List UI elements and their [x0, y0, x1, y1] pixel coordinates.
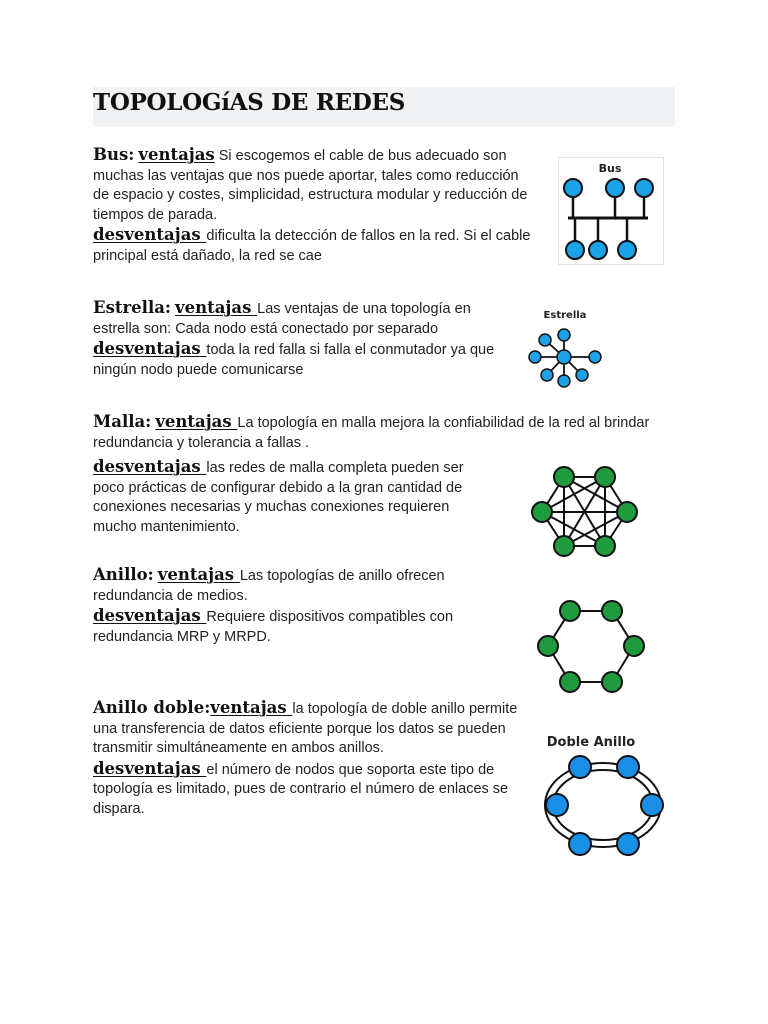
advantages-label: ventajas [155, 412, 238, 431]
section-heading: Bus: [93, 145, 135, 164]
section-heading: Malla: [93, 412, 152, 431]
section-estrella [93, 298, 513, 380]
anillo-doble-advantages [93, 698, 518, 759]
section-bus [93, 145, 533, 266]
mesh-topology-diagram [528, 464, 642, 560]
disadvantages-text: dificulta la detección de fallos en la red. Si el cable principal está dañado, la red se cae [93, 228, 531, 264]
bus-topology-diagram [558, 157, 664, 265]
section-anillo-doble [93, 698, 518, 819]
advantages-text: la topología de doble anillo permite una transferencia de datos eficiente porque los datos se pueden transmitir simultáneamente en ambos anillos. [93, 701, 518, 756]
disadvantages-label: desventajas [93, 758, 207, 778]
double-ring-topology-diagram [528, 728, 676, 864]
advantages-label: ventajas [138, 145, 215, 164]
title-banner [93, 87, 675, 127]
disadvantages-label: desventajas [93, 339, 207, 358]
disadvantages-text: Requiere dispositivos compatibles con redundancia MRP y MRPD. [93, 609, 454, 645]
ring-topology-diagram [533, 598, 649, 696]
advantages-label: ventajas [210, 698, 293, 717]
star-topology-diagram [520, 305, 610, 395]
advantages-text: Las topologías de anillo ofrecen redundancia de medios. [93, 568, 445, 604]
disadvantages-label: desventajas [93, 606, 207, 625]
malla-disadvantages [93, 457, 478, 537]
section-heading: Estrella: [93, 298, 171, 317]
anillo-doble-disadvantages [93, 759, 518, 820]
estrella-advantages [93, 298, 513, 339]
doble-anillo-figure-label: Doble Anillo [546, 735, 636, 750]
bus-figure-label: Bus [598, 162, 622, 175]
advantages-text: Las ventajas de una topología en estrella son: Cada nodo está conectado por separado [93, 301, 471, 337]
section-heading: Anillo doble: [93, 698, 211, 717]
anillo-disadvantages [93, 606, 478, 647]
estrella-disadvantages [93, 339, 513, 380]
disadvantages-label: desventajas [93, 457, 207, 476]
disadvantages-text: las redes de malla completa pueden ser poco prácticas de configurar debido a la gran cantidad de conexiones necesarias y muchas conexiones requieren mucho mantenimiento. [93, 460, 464, 535]
anillo-advantages [93, 565, 478, 606]
advantages-label: ventajas [157, 565, 240, 584]
section-malla-disadvantages [93, 457, 478, 537]
section-heading: Anillo: [93, 565, 154, 584]
advantages-label: ventajas [175, 298, 258, 317]
disadvantages-text: toda la red falla si falla el conmutador ya que ningún nodo puede comunicarse [93, 342, 495, 378]
malla-advantages [93, 412, 683, 453]
bus-advantages [93, 145, 533, 225]
disadvantages-label: desventajas [93, 225, 207, 244]
bus-disadvantages [93, 225, 533, 266]
disadvantages-text: el número de nodos que soporta este tipo de topología es limitado, pues de contrario el número de enlaces se dispara. [93, 761, 509, 817]
estrella-figure-label: Estrella [543, 310, 587, 321]
page-title: TOPOLOGíAS DE REDES [93, 89, 406, 116]
advantages-text: Si escogemos el cable de bus adecuado son muchas las ventajas que nos puede aportar, tales como reducción de espacio y costes, simplicidad, estructura modular y reducción de tiempos de parada. [93, 148, 528, 223]
section-malla-advantages [93, 412, 683, 453]
section-anillo [93, 565, 478, 647]
advantages-text: La topología en malla mejora la confiabilidad de la red al brindar redundancia y tolerancia a fallas . [93, 415, 650, 451]
